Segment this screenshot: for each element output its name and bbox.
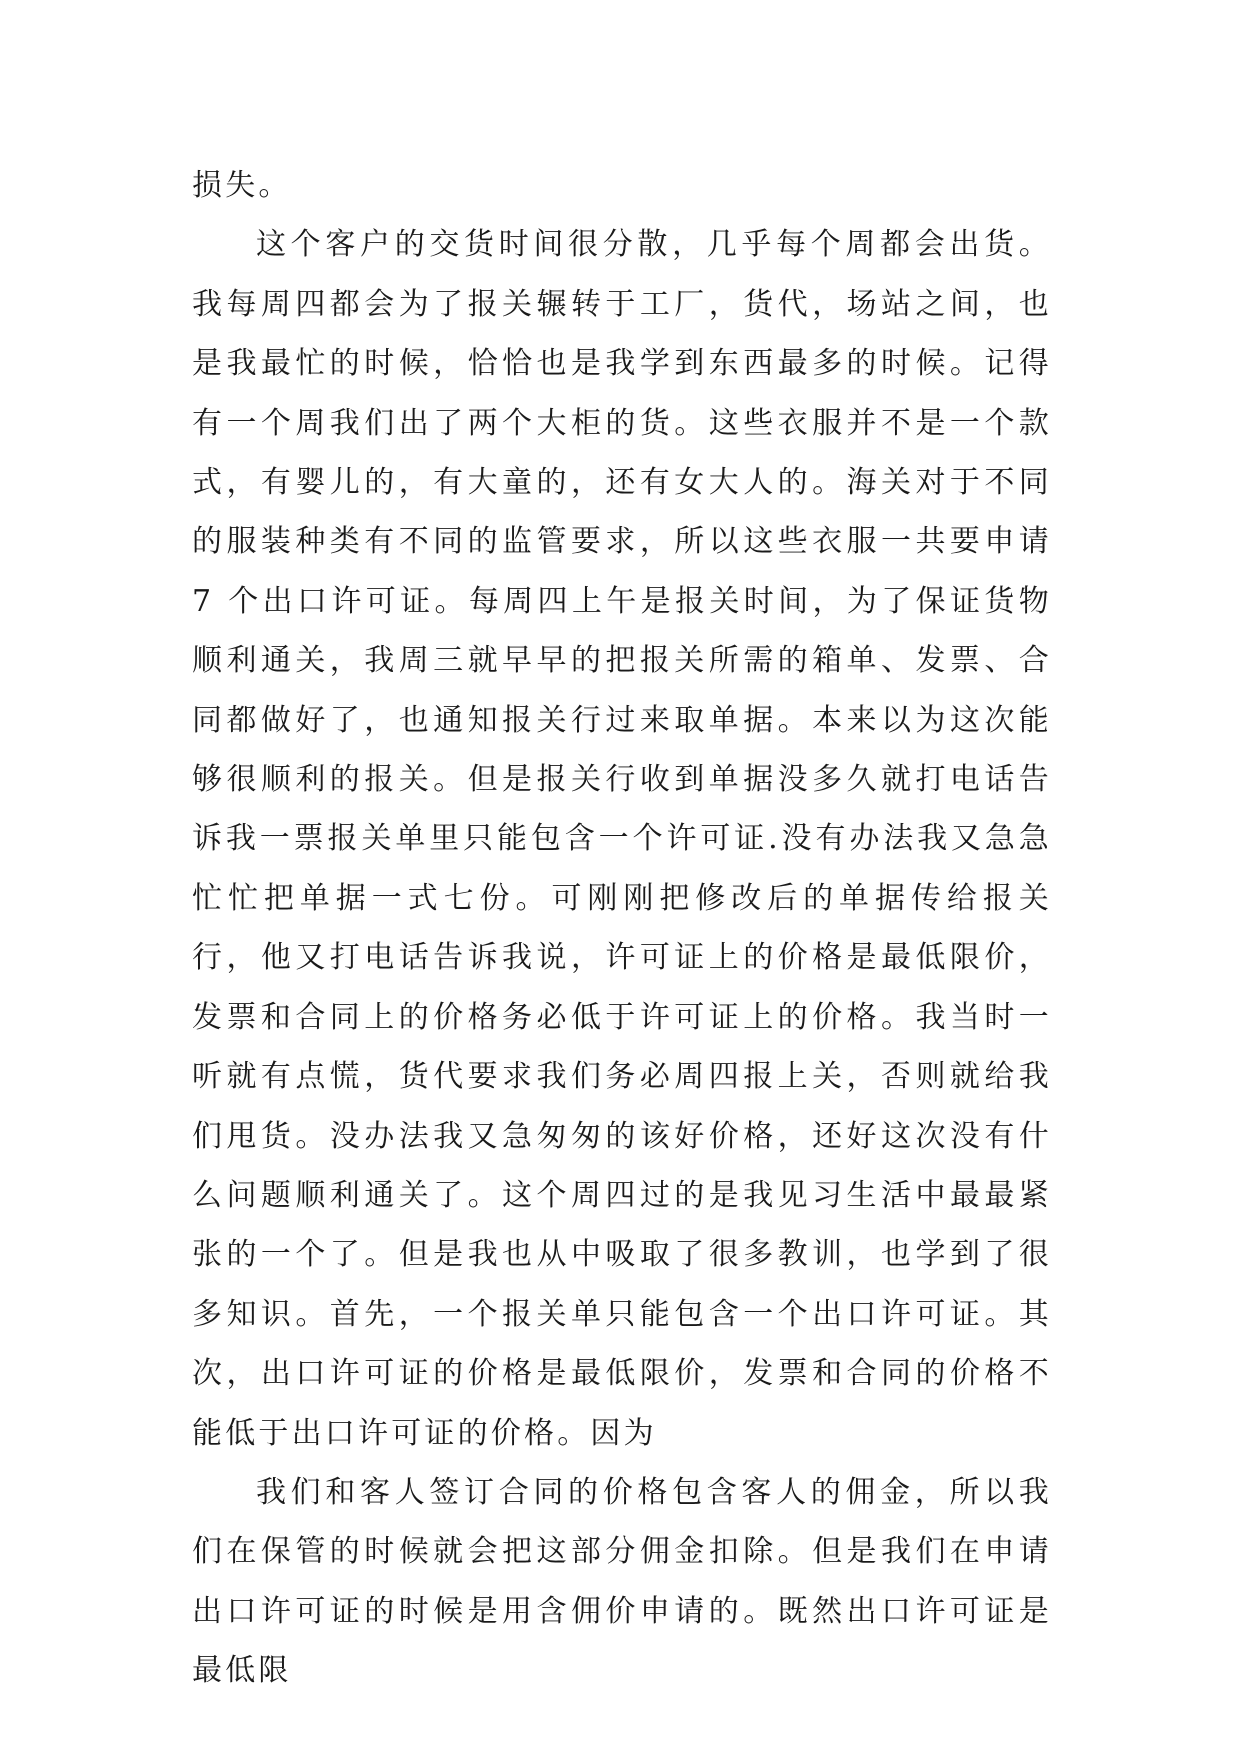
paragraph-1: 损失。 [192, 168, 292, 203]
document-body [192, 156, 1052, 1701]
paragraph-2: 这个客户的交货时间很分散，几乎每个周都会出货。我每周四都会为了报关辗转于工厂，货代，场站之间，也是我最忙的时候，恰恰也是我学到东西最多的时候。记得有一个周我们出了两个大柜的货。这些衣服并不是一个款式，有婴儿的，有大童的，还有女大人的。海关对于不同的服装种类有不同的监管要求，所以这些衣服一共要申请 7 个出口许可证。每周四上午是报关时间，为了保证货物顺利通关，我周三就早早的把报关所需的箱单、发票、合同都做好了，也通知报关行过来取单据。本来以为这次能够很顺利的报关。但是报关行收到单据没多久就打电话告诉我一票报关单里只能包含一个许可证.没有办法我又急急忙忙把单据一式七份。可刚刚把修改后的单据传给报关行，他又打电话告诉我说，许可证上的价格是最低限价，发票和合同上的价格务必低于许可证上的价格。我当时一听就有点慌，货代要求我们务必周四报上关，否则就给我们甩货。没办法我又急匆匆的该好价格，还好这次没有什么问题顺利通关了。这个周四过的是我见习生活中最最紧张的一个了。但是我也从中吸取了很多教训，也学到了很多知识。首先，一个报关单只能包含一个出口许可证。其次，出口许可证的价格是最低限价，发票和合同的价格不能低于出口许可证的价格。因为 [192, 227, 1052, 1451]
paragraph-3: 我们和客人签订合同的价格包含客人的佣金，所以我们在保管的时候就会把这部分佣金扣除。但是我们在申请出口许可证的时候是用含佣价申请的。既然出口许可证是最低限 [192, 1474, 1052, 1689]
